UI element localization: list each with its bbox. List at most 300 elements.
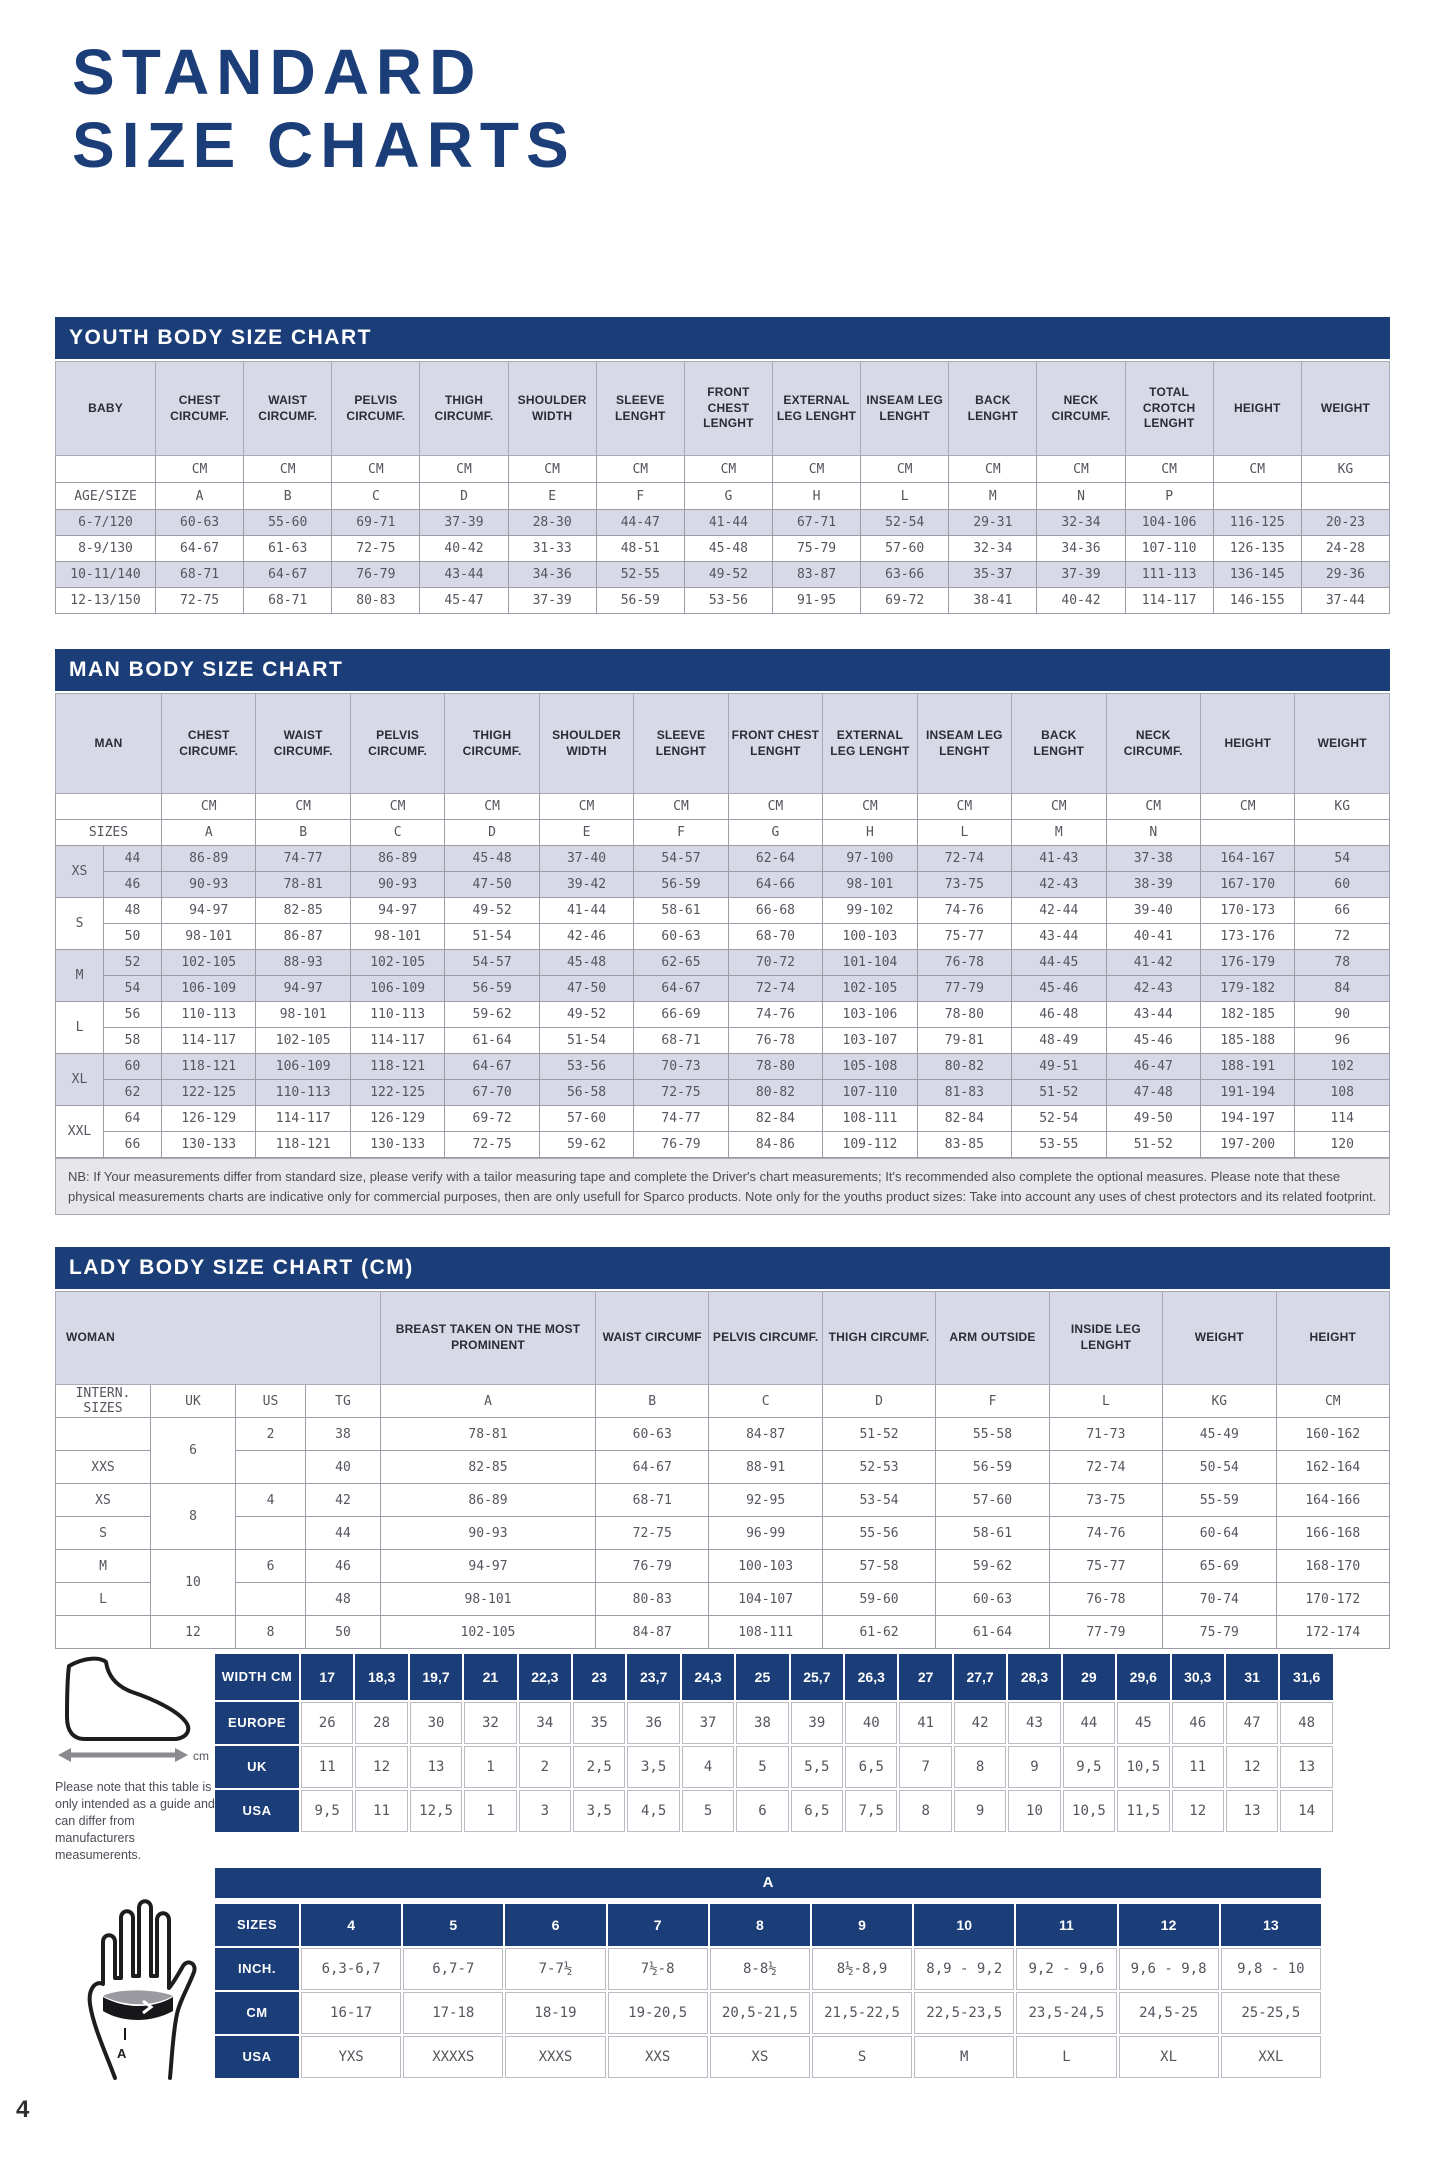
unit-cell: CM [1037,456,1125,483]
data-cell: 3,5 [573,1790,625,1832]
data-cell: 130-133 [350,1132,444,1158]
data-cell: 42-46 [539,924,633,950]
data-cell: 49-52 [539,1002,633,1028]
data-cell: 197-200 [1200,1132,1294,1158]
data-cell: 75-79 [1163,1616,1276,1649]
shoe-icon [55,1652,205,1764]
data-cell: 75-79 [772,536,860,562]
shoe-table-note: Please note that this table is only intended as a guide and can differ from manufacturers measumerents. [55,1780,215,1862]
row-label: USA [215,1790,299,1832]
row-label: UK [215,1746,299,1788]
size-letter: F [596,483,684,510]
unit-cell: CM [539,794,633,820]
data-cell: 107-110 [1125,536,1213,562]
size-cell: 48 [104,898,162,924]
data-cell: 96-99 [709,1517,822,1550]
data-cell: 70-73 [634,1054,728,1080]
data-cell: 118-121 [256,1132,350,1158]
data-cell: 107-110 [823,1080,917,1106]
data-cell: 130-133 [162,1132,256,1158]
row-label: XXS [56,1451,151,1484]
data-cell: 90-93 [381,1517,596,1550]
data-cell: 64-67 [596,1451,709,1484]
header-row [56,1292,1390,1385]
data-cell: 34-36 [508,562,596,588]
data-cell: 76-79 [634,1132,728,1158]
col-header: BREAST TAKEN ON THE MOST PROMINENT [381,1292,596,1385]
table-row [56,898,1390,924]
size-letter: A [156,483,244,510]
data-cell: 76-78 [728,1028,822,1054]
lady-size-table [55,1291,1390,1649]
data-cell: 98-101 [381,1583,596,1616]
data-cell: 76-79 [596,1550,709,1583]
units-row [56,794,1390,820]
data-cell: 160-162 [1276,1418,1389,1451]
lady-chart [55,1247,1390,1649]
row-label: S [56,1517,151,1550]
data-cell: 170-173 [1200,898,1294,924]
us-size-cell: 8 [236,1616,306,1649]
data-cell: 94-97 [162,898,256,924]
data-cell: 43-44 [1106,1002,1200,1028]
man-table-grid [55,693,1390,1158]
data-cell: 48-49 [1012,1028,1106,1054]
size-letter: N [1106,820,1200,846]
data-cell: 122-125 [162,1080,256,1106]
data-cell: 55-60 [244,510,332,536]
row-label: 10-11/140 [56,562,156,588]
size-cell: 44 [104,846,162,872]
man-chart-title: MAN BODY SIZE CHART [55,649,1390,693]
data-cell: 77-79 [917,976,1011,1002]
data-cell: 122-125 [350,1080,444,1106]
col-header: HEIGHT [1200,694,1294,794]
size-cell: 58 [104,1028,162,1054]
data-cell: 40 [845,1702,897,1744]
data-cell: 78-80 [728,1054,822,1080]
col-header: 12 [1119,1904,1219,1946]
table-row [215,1790,1333,1832]
col-header: 10 [914,1904,1014,1946]
data-cell: XL [1119,2036,1219,2078]
data-cell: 57-58 [822,1550,935,1583]
col-header: PELVIS CIRCUMF. [350,694,444,794]
data-cell: 84-87 [596,1616,709,1649]
data-cell: 98-101 [823,872,917,898]
us-size-cell [236,1451,306,1484]
size-letter [1301,483,1389,510]
data-cell: 35 [573,1702,625,1744]
data-cell: 49-52 [684,562,772,588]
data-cell: 37-39 [508,588,596,614]
col-header: WAIST CIRCUMF. [256,694,350,794]
data-cell: 86-87 [256,924,350,950]
unit-cell: CM [1200,794,1294,820]
col-header: WOMAN [56,1292,381,1385]
page-title-line1: STANDARD [72,36,483,108]
col-header: 7 [608,1904,708,1946]
unit-cell: CM [596,456,684,483]
data-cell: 120 [1295,1132,1390,1158]
data-cell: 42-43 [1106,976,1200,1002]
data-cell: 45-46 [1012,976,1106,1002]
data-cell: 44 [1063,1702,1115,1744]
data-cell: 168-170 [1276,1550,1389,1583]
data-cell: 86-89 [350,846,444,872]
col-header: 6 [505,1904,605,1946]
data-cell: 84-87 [709,1418,822,1451]
page-number: 4 [16,2096,30,2123]
data-cell: 37-40 [539,846,633,872]
data-cell: 60-63 [596,1418,709,1451]
col-header: 26,3 [845,1654,897,1700]
data-cell: 41-44 [539,898,633,924]
data-cell: 72-74 [917,846,1011,872]
data-cell: 90 [1295,1002,1390,1028]
data-cell: 103-106 [823,1002,917,1028]
data-cell: 110-113 [350,1002,444,1028]
data-cell: 108-111 [823,1106,917,1132]
data-cell: 126-129 [350,1106,444,1132]
data-cell: 30 [410,1702,462,1744]
data-cell: 8½-8,9 [812,1948,912,1990]
data-cell: 68-70 [728,924,822,950]
data-cell: 52-54 [1012,1106,1106,1132]
us-size-cell: 4 [236,1484,306,1517]
data-cell: 64-66 [728,872,822,898]
data-cell: 62-64 [728,846,822,872]
measurement-note: NB: If Your measurements differ from standard size, please verify with a tailor measuring tape and complete the Driver's chart measurements; It's recommended also complete the optional measures. Please note that these physical measurements charts are indicative only for commercial purposes, then are only usefull for Sparco products. Note only for the youths product sizes: Take into account any uses of chest protectors and its related footprint. [55,1158,1390,1215]
data-cell: 46 [1172,1702,1224,1744]
data-cell: 32-34 [949,536,1037,562]
size-group-label: L [56,1002,104,1054]
uk-size-cell: 10 [151,1550,236,1616]
data-cell: 67-71 [772,510,860,536]
unit-cell: KG [1301,456,1389,483]
tg-size-cell: 42 [306,1484,381,1517]
data-cell: 72-74 [1049,1451,1162,1484]
data-cell: 71-73 [1049,1418,1162,1451]
col-header: 19,7 [410,1654,462,1700]
data-cell: 176-179 [1200,950,1294,976]
data-cell: 64-67 [634,976,728,1002]
unit-cell: CM [332,456,420,483]
size-letter: M [1012,820,1106,846]
data-cell: 80-82 [917,1054,1011,1080]
table-row [56,588,1390,614]
data-cell: 100-103 [709,1550,822,1583]
page-title [72,36,576,182]
data-cell: 74-76 [728,1002,822,1028]
data-cell: 58-61 [936,1517,1049,1550]
col-header: THIGH CIRCUMF. [420,362,508,456]
data-cell: 61-64 [936,1616,1049,1649]
data-cell: 7-7½ [505,1948,605,1990]
data-cell: 13 [1226,1790,1278,1832]
data-cell: 52-53 [822,1451,935,1484]
data-cell: 173-176 [1200,924,1294,950]
us-size-cell [236,1583,306,1616]
data-cell: 146-155 [1213,588,1301,614]
unit-cell: CM [156,456,244,483]
data-cell: 37 [682,1702,734,1744]
row-label: L [56,1583,151,1616]
size-letter: L [917,820,1011,846]
us-size-cell: 6 [236,1550,306,1583]
data-cell: 43 [1008,1702,1060,1744]
data-cell: 90-93 [162,872,256,898]
data-cell: 88-91 [709,1451,822,1484]
unit-cell: CM [420,456,508,483]
table-row [56,872,1390,898]
size-letter: G [728,820,822,846]
data-cell: 101-104 [823,950,917,976]
data-cell: 10 [1008,1790,1060,1832]
tg-size-cell: 48 [306,1583,381,1616]
data-cell: 3,5 [627,1746,679,1788]
data-cell: 84 [1295,976,1390,1002]
data-cell: 42-44 [1012,898,1106,924]
data-cell: 55-59 [1163,1484,1276,1517]
row-label: INCH. [215,1948,299,1990]
data-cell: 94-97 [350,898,444,924]
data-cell: 10,5 [1117,1746,1169,1788]
data-cell: 64-67 [156,536,244,562]
col-header: FRONT CHEST LENGHT [728,694,822,794]
glove-table-grid [213,1902,1323,2080]
table-row [56,1484,1390,1517]
size-letter: F [936,1385,1049,1418]
data-cell: 188-191 [1200,1054,1294,1080]
data-cell: 60-64 [1163,1517,1276,1550]
data-cell: 24-28 [1301,536,1389,562]
data-cell: 3 [519,1790,571,1832]
table-row [215,1654,1333,1700]
size-letter: H [823,820,917,846]
data-cell: 63-66 [861,562,949,588]
data-cell: 53-56 [539,1054,633,1080]
data-cell: M [914,2036,1014,2078]
data-cell: 22,5-23,5 [914,1992,1014,2034]
size-cell: 60 [104,1054,162,1080]
data-cell: 82-84 [728,1106,822,1132]
size-letter: D [420,483,508,510]
col-header: 21 [464,1654,516,1700]
data-cell: 6,3-6,7 [301,1948,401,1990]
table-row [215,1702,1333,1744]
row-label: 12-13/150 [56,588,156,614]
table-row [215,1904,1321,1946]
data-cell: 9 [1008,1746,1060,1788]
cm-arrow-icon [58,1748,188,1762]
size-group-label: XS [56,846,104,898]
data-cell: 56-59 [634,872,728,898]
us-size-cell: 2 [236,1418,306,1451]
data-cell: 53-56 [684,588,772,614]
data-cell: 57-60 [936,1484,1049,1517]
size-letter: L [1049,1385,1162,1418]
table-row [56,1616,1390,1649]
size-letter [1200,820,1294,846]
col-header: ARM OUTSIDE [936,1292,1049,1385]
data-cell: 6,7-7 [403,1948,503,1990]
data-cell: 12 [1226,1746,1278,1788]
data-cell: YXS [301,2036,401,2078]
size-letter: UK [151,1385,236,1418]
data-cell: 8-8½ [710,1948,810,1990]
glove-table-header-a: A [215,1868,1321,1898]
size-letter: B [244,483,332,510]
youth-table-grid [55,361,1390,614]
size-letter: E [508,483,596,510]
col-header: BABY [56,362,156,456]
data-cell: 73-75 [917,872,1011,898]
data-cell: 40-42 [1037,588,1125,614]
unit-cell: CM [244,456,332,483]
us-size-cell [236,1517,306,1550]
data-cell: 55-58 [936,1418,1049,1451]
hand-measure-label: A [117,2046,127,2061]
shoe-size-chart [55,1652,1335,1863]
data-cell: 76-78 [1049,1583,1162,1616]
table-row [215,1992,1321,2034]
header-row [56,694,1390,794]
data-cell: 48 [1280,1702,1333,1744]
data-cell: 86-89 [381,1484,596,1517]
data-cell: 6,5 [845,1746,897,1788]
data-cell: 35-37 [949,562,1037,588]
data-cell: 70-74 [1163,1583,1276,1616]
data-cell: 78-81 [256,872,350,898]
youth-size-table [55,361,1390,614]
col-header: THIGH CIRCUMF. [445,694,539,794]
data-cell: 78-80 [917,1002,1011,1028]
unit-cell: KG [1295,794,1390,820]
size-cell: 46 [104,872,162,898]
data-cell: 58-61 [634,898,728,924]
table-row [215,1746,1333,1788]
data-cell: 12 [355,1746,407,1788]
unit-cell: CM [917,794,1011,820]
data-cell: 17-18 [403,1992,503,2034]
data-cell: 9,6 - 9,8 [1119,1948,1219,1990]
table-row [56,1418,1390,1451]
data-cell: 52-55 [596,562,684,588]
col-header: NECK CIRCUMF. [1106,694,1200,794]
data-cell: 38-39 [1106,872,1200,898]
data-cell: 126-129 [162,1106,256,1132]
data-cell: 49-51 [1012,1054,1106,1080]
data-cell: 72-75 [332,536,420,562]
data-cell: 9,5 [301,1790,353,1832]
data-cell: 74-77 [256,846,350,872]
size-letter [1295,820,1390,846]
data-cell: 72 [1295,924,1390,950]
col-header: INSEAM LEG LENGHT [861,362,949,456]
data-cell: 29-36 [1301,562,1389,588]
data-cell: 42-43 [1012,872,1106,898]
size-letter: H [772,483,860,510]
uk-size-cell: 12 [151,1616,236,1649]
size-letter: B [596,1385,709,1418]
unit-cell [56,794,162,820]
col-header: 27 [899,1654,951,1700]
data-cell: 32 [464,1702,516,1744]
data-cell: 45-48 [539,950,633,976]
data-cell: 44-47 [596,510,684,536]
data-cell: 68-71 [244,588,332,614]
data-cell: 69-72 [445,1106,539,1132]
data-cell: 68-71 [156,562,244,588]
unit-cell: CM [1125,456,1213,483]
tg-size-cell: 46 [306,1550,381,1583]
data-cell: 61-62 [822,1616,935,1649]
data-cell: 54-57 [445,950,539,976]
data-cell: 4 [682,1746,734,1788]
youth-chart [55,317,1390,614]
data-cell: 38-41 [949,588,1037,614]
col-header: 25 [736,1654,788,1700]
col-header: 29 [1063,1654,1115,1700]
size-letter: TG [306,1385,381,1418]
data-cell: 79-81 [917,1028,1011,1054]
col-header: SHOULDER WIDTH [539,694,633,794]
size-letter: A [162,820,256,846]
size-letter: US [236,1385,306,1418]
data-cell: 102-105 [162,950,256,976]
data-cell: 118-121 [350,1054,444,1080]
data-cell: 84-86 [728,1132,822,1158]
size-group-label: M [56,950,104,1002]
data-cell: 78 [1295,950,1390,976]
data-cell: 108 [1295,1080,1390,1106]
col-header: 23,7 [627,1654,679,1700]
data-cell: 11 [355,1790,407,1832]
data-cell: 191-194 [1200,1080,1294,1106]
table-row [56,1517,1390,1550]
data-cell: 37-38 [1106,846,1200,872]
data-cell: 108-111 [709,1616,822,1649]
data-cell: 11 [301,1746,353,1788]
col-header: HEIGHT [1276,1292,1389,1385]
hand-icon [79,1880,199,2080]
data-cell: 97-100 [823,846,917,872]
data-cell: 28 [355,1702,407,1744]
unit-cell: CM [684,456,772,483]
col-header: 31,6 [1280,1654,1333,1700]
units-row [56,456,1390,483]
data-cell: 65-69 [1163,1550,1276,1583]
data-cell: 102 [1295,1054,1390,1080]
shoe-icon-column [55,1652,213,1863]
data-cell: 110-113 [256,1080,350,1106]
size-letter: CM [1276,1385,1389,1418]
size-letter: M [949,483,1037,510]
data-cell: 68-71 [596,1484,709,1517]
data-cell: 98-101 [162,924,256,950]
data-cell: 104-106 [1125,510,1213,536]
data-cell: 69-71 [332,510,420,536]
data-cell: 98-101 [350,924,444,950]
data-cell: 110-113 [162,1002,256,1028]
unit-cell: CM [445,794,539,820]
data-cell: 57-60 [539,1106,633,1132]
data-cell: 162-164 [1276,1451,1389,1484]
data-cell: 82-85 [256,898,350,924]
data-cell: XXXXS [403,2036,503,2078]
data-cell: 72-75 [156,588,244,614]
